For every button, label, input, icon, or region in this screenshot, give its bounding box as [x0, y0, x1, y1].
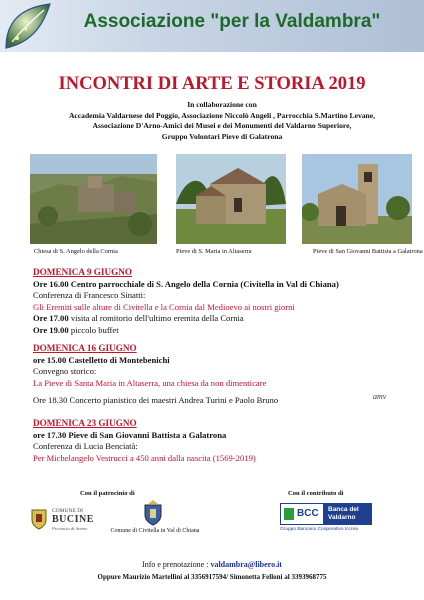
event-block: [33, 343, 418, 407]
event-block: [33, 418, 418, 464]
info-block: [0, 558, 424, 584]
photo-caption: Pieve di San Giovanni Battista a Galatrona: [313, 248, 423, 255]
bank-name-line1: Banca del: [328, 506, 359, 513]
event-line-text: piccolo buffet: [70, 324, 119, 335]
amv-logo: amv: [373, 392, 387, 401]
collaboration-block: [20, 100, 424, 142]
bank-name-box: [324, 503, 372, 525]
bcc-text: BCC: [297, 508, 319, 519]
event-time-place: ore 15.00 Castelletto di Montebenichi: [33, 354, 170, 365]
event-time-place: Ore 16.00 Centro parrocchiale di S. Angelo della Cornia (Civitella in Val di Chiana): [33, 278, 339, 289]
info-prefix: Info e prenotazione :: [142, 560, 211, 569]
photo-san-giovanni-galatrona: [302, 154, 412, 244]
bcc-symbol-icon: [284, 508, 294, 520]
patrocinio-label: Con il patrocinio di: [80, 490, 135, 497]
coat-of-arms-icon: [30, 508, 48, 530]
comune-bucine-line2: BUCINE: [52, 514, 94, 525]
event-line: Ore 19.00 piccolo buffet: [33, 324, 119, 335]
info-line: [0, 558, 424, 571]
event-time-place: ore 17.30 Pieve di San Giovanni Battista a Galatrona: [33, 429, 227, 440]
photo-santa-maria-altaserra: [176, 154, 286, 244]
event-line: Ore 18.30 Concerto pianistico dei maestri Andrea Turini e Paolo Bruno: [33, 395, 279, 406]
event-block: [33, 267, 418, 337]
bank-name-line2: Valdarno: [328, 514, 356, 521]
association-title: Associazione "per la Valdambra": [83, 11, 381, 32]
coat-of-arms-icon: [144, 500, 162, 526]
bank-group-caption: Gruppo Bancario Cooperativo Iccrea: [280, 527, 358, 532]
event-line-text: visita al romitorio dell'ultimo eremita della Cornia: [70, 313, 244, 324]
photo-sant-angelo-cornia: [30, 154, 157, 244]
email-link[interactable]: valdambra@libero.it: [210, 560, 282, 569]
collaboration-line: Associazione D'Arno-Amici dei Musei e dei Monumenti del Valdarno Superiore,: [92, 121, 352, 130]
event-day: DOMENICA 16 GIUGNO: [33, 343, 137, 353]
event-line: Conferenza di Lucia Benciatà:: [33, 441, 138, 452]
event-day: DOMENICA 9 GIUGNO: [33, 267, 133, 277]
event-day: DOMENICA 23 GIUGNO: [33, 418, 137, 428]
comune-civitella-name: Comune di Civitella in Val di Chiana: [110, 528, 200, 534]
comune-civitella-logo: [100, 500, 210, 542]
comune-bucine-logo: [30, 506, 100, 536]
page-title: INCONTRI DI ARTE E STORIA 2019: [58, 74, 366, 94]
collaboration-line: Accademia Valdarnese del Poggio, Associazione Niccolò Angeli , Parrocchia S.Martino Levane,: [68, 110, 376, 120]
comune-bucine-line1: COMUNE DI: [52, 508, 84, 514]
photo-strip: [30, 154, 423, 262]
comune-bucine-line3: Provincia di Arezzo: [52, 526, 88, 531]
event-line: Conferenza di Francesco Sinatti:: [33, 290, 146, 301]
contributo-label: Con il contributo di: [288, 490, 344, 497]
bcc-left-box: [280, 503, 324, 525]
photo-caption: Chiesa di S. Angelo della Cornia: [34, 248, 118, 255]
info-phones: Oppure Maurizio Martellini al 3356917594/ Simonetta Felloni al 3393968775: [97, 573, 327, 581]
bcc-bank-logo: [280, 503, 372, 539]
collaboration-intro: In collaborazione con: [187, 100, 257, 109]
header-banner: [0, 0, 424, 52]
event-line: Ore 17.00 visita al romitorio dell'ultimo eremita della Cornia: [33, 313, 244, 324]
event-topic: Per Michelangelo Vestrucci a 450 anni dalla nascita (1569-2019): [33, 452, 256, 463]
event-topic: La Pieve di Santa Maria in Altaserra, una chiesa da non dimenticare: [33, 377, 267, 388]
collaboration-line: Gruppo Volontari Pieve di Galatrona: [161, 131, 283, 141]
event-topic: Gli Eremiti sulle alture di Civitella e la Cornia dal Medioevo ai nostri giorni: [33, 301, 295, 312]
photo-caption: Pieve di S. Maria in Altaserra: [176, 248, 252, 255]
event-line: Convegno storico:: [33, 366, 97, 377]
